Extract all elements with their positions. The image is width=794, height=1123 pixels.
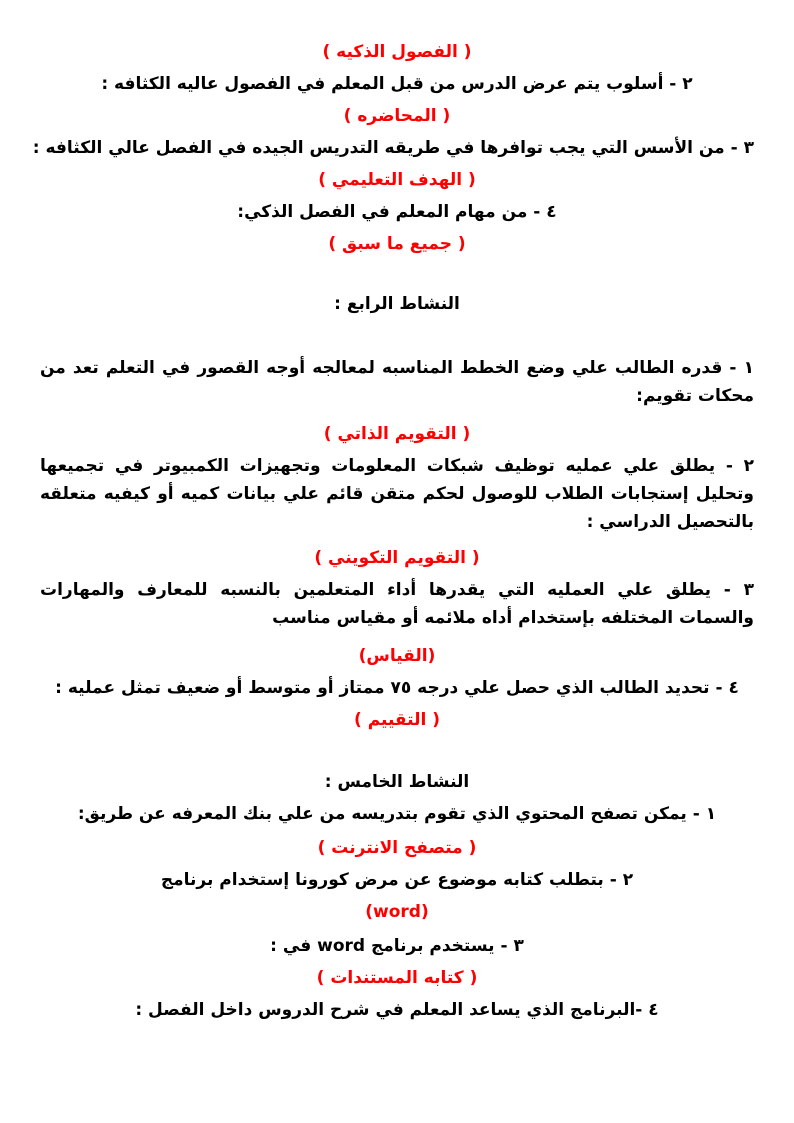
question-2-formative-evaluation: ٢ - يطلق علي عمليه توظيف شبكات المعلومات وتجهيزات الكمبيوتر في تجميعها وتحليل إستجابات الطلاب للوصول لحكم متقن قائم علي بيانات كميه أو كيفيه متعلقه بالتحصيل الدراسي :: [40, 456, 754, 532]
answer-educational-goal: ( الهدف التعليمي ): [318, 170, 476, 190]
answer-internet-browser: ( متصفح الانترنت ): [317, 838, 477, 858]
question-4-teacher-tasks: ٤ - من مهام المعلم في الفصل الذكي:: [237, 202, 557, 222]
section-heading-activity-5: النشاط الخامس :: [324, 772, 470, 792]
question-1-self-evaluation: ١ - قدره الطالب علي وضع الخطط المناسبه لمعالجه أوجه القصور في التعلم تعد من محكات تقويم:: [40, 358, 754, 406]
question-4-teaching-program: ٤ -البرنامج الذي يساعد المعلم في شرح الدروس داخل الفصل :: [135, 1000, 659, 1020]
answer-word: (word): [365, 902, 429, 922]
question-4-assessment: ٤ - تحديد الطالب الذي حصل علي درجه ٧٥ ممتاز أو متوسط أو ضعيف تمثل عمليه :: [55, 678, 739, 698]
question-1-knowledge-bank: ١ - يمكن تصفح المحتوي الذي تقوم بتدريسه من علي بنك المعرفه عن طريق:: [77, 804, 717, 824]
answer-all-of-the-above: ( جميع ما سبق ): [328, 234, 466, 254]
answer-self-evaluation: ( التقويم الذاتي ): [323, 424, 471, 444]
answer-assessment: ( التقييم ): [354, 710, 440, 730]
question-2-lecture-method: ٢ - أسلوب يتم عرض الدرس من قبل المعلم في الفصول عاليه الكثافه :: [101, 74, 693, 94]
question-2-corona-topic: ٢ - بتطلب كتابه موضوع عن مرض كورونا إستخدام برنامج: [160, 870, 634, 890]
section-heading-activity-4: النشاط الرابع :: [334, 294, 460, 314]
question-3-word-usage: ٣ - يستخدم برنامج word في :: [270, 936, 524, 956]
answer-lecture: ( المحاضره ): [343, 106, 451, 126]
answer-measurement: (القياس): [358, 646, 436, 666]
question-3-teaching-foundations: ٣ - من الأسس التي يجب توافرها في طريقه التدريس الجيده في الفصل عالي الكثافه :: [32, 138, 754, 158]
answer-smart-classrooms: ( الفصول الذكيه ): [322, 42, 472, 62]
question-3-measurement: ٣ - يطلق علي العمليه التي يقدرها أداء المتعلمين بالنسبه للمعارف والمهارات والسمات المختلفه بإستخدام أداه ملائمه أو مقياس مناسب: [40, 580, 754, 628]
answer-formative-evaluation: ( التقويم التكويني ): [314, 548, 480, 568]
answer-writing-documents: ( كتابه المستندات ): [316, 968, 478, 988]
